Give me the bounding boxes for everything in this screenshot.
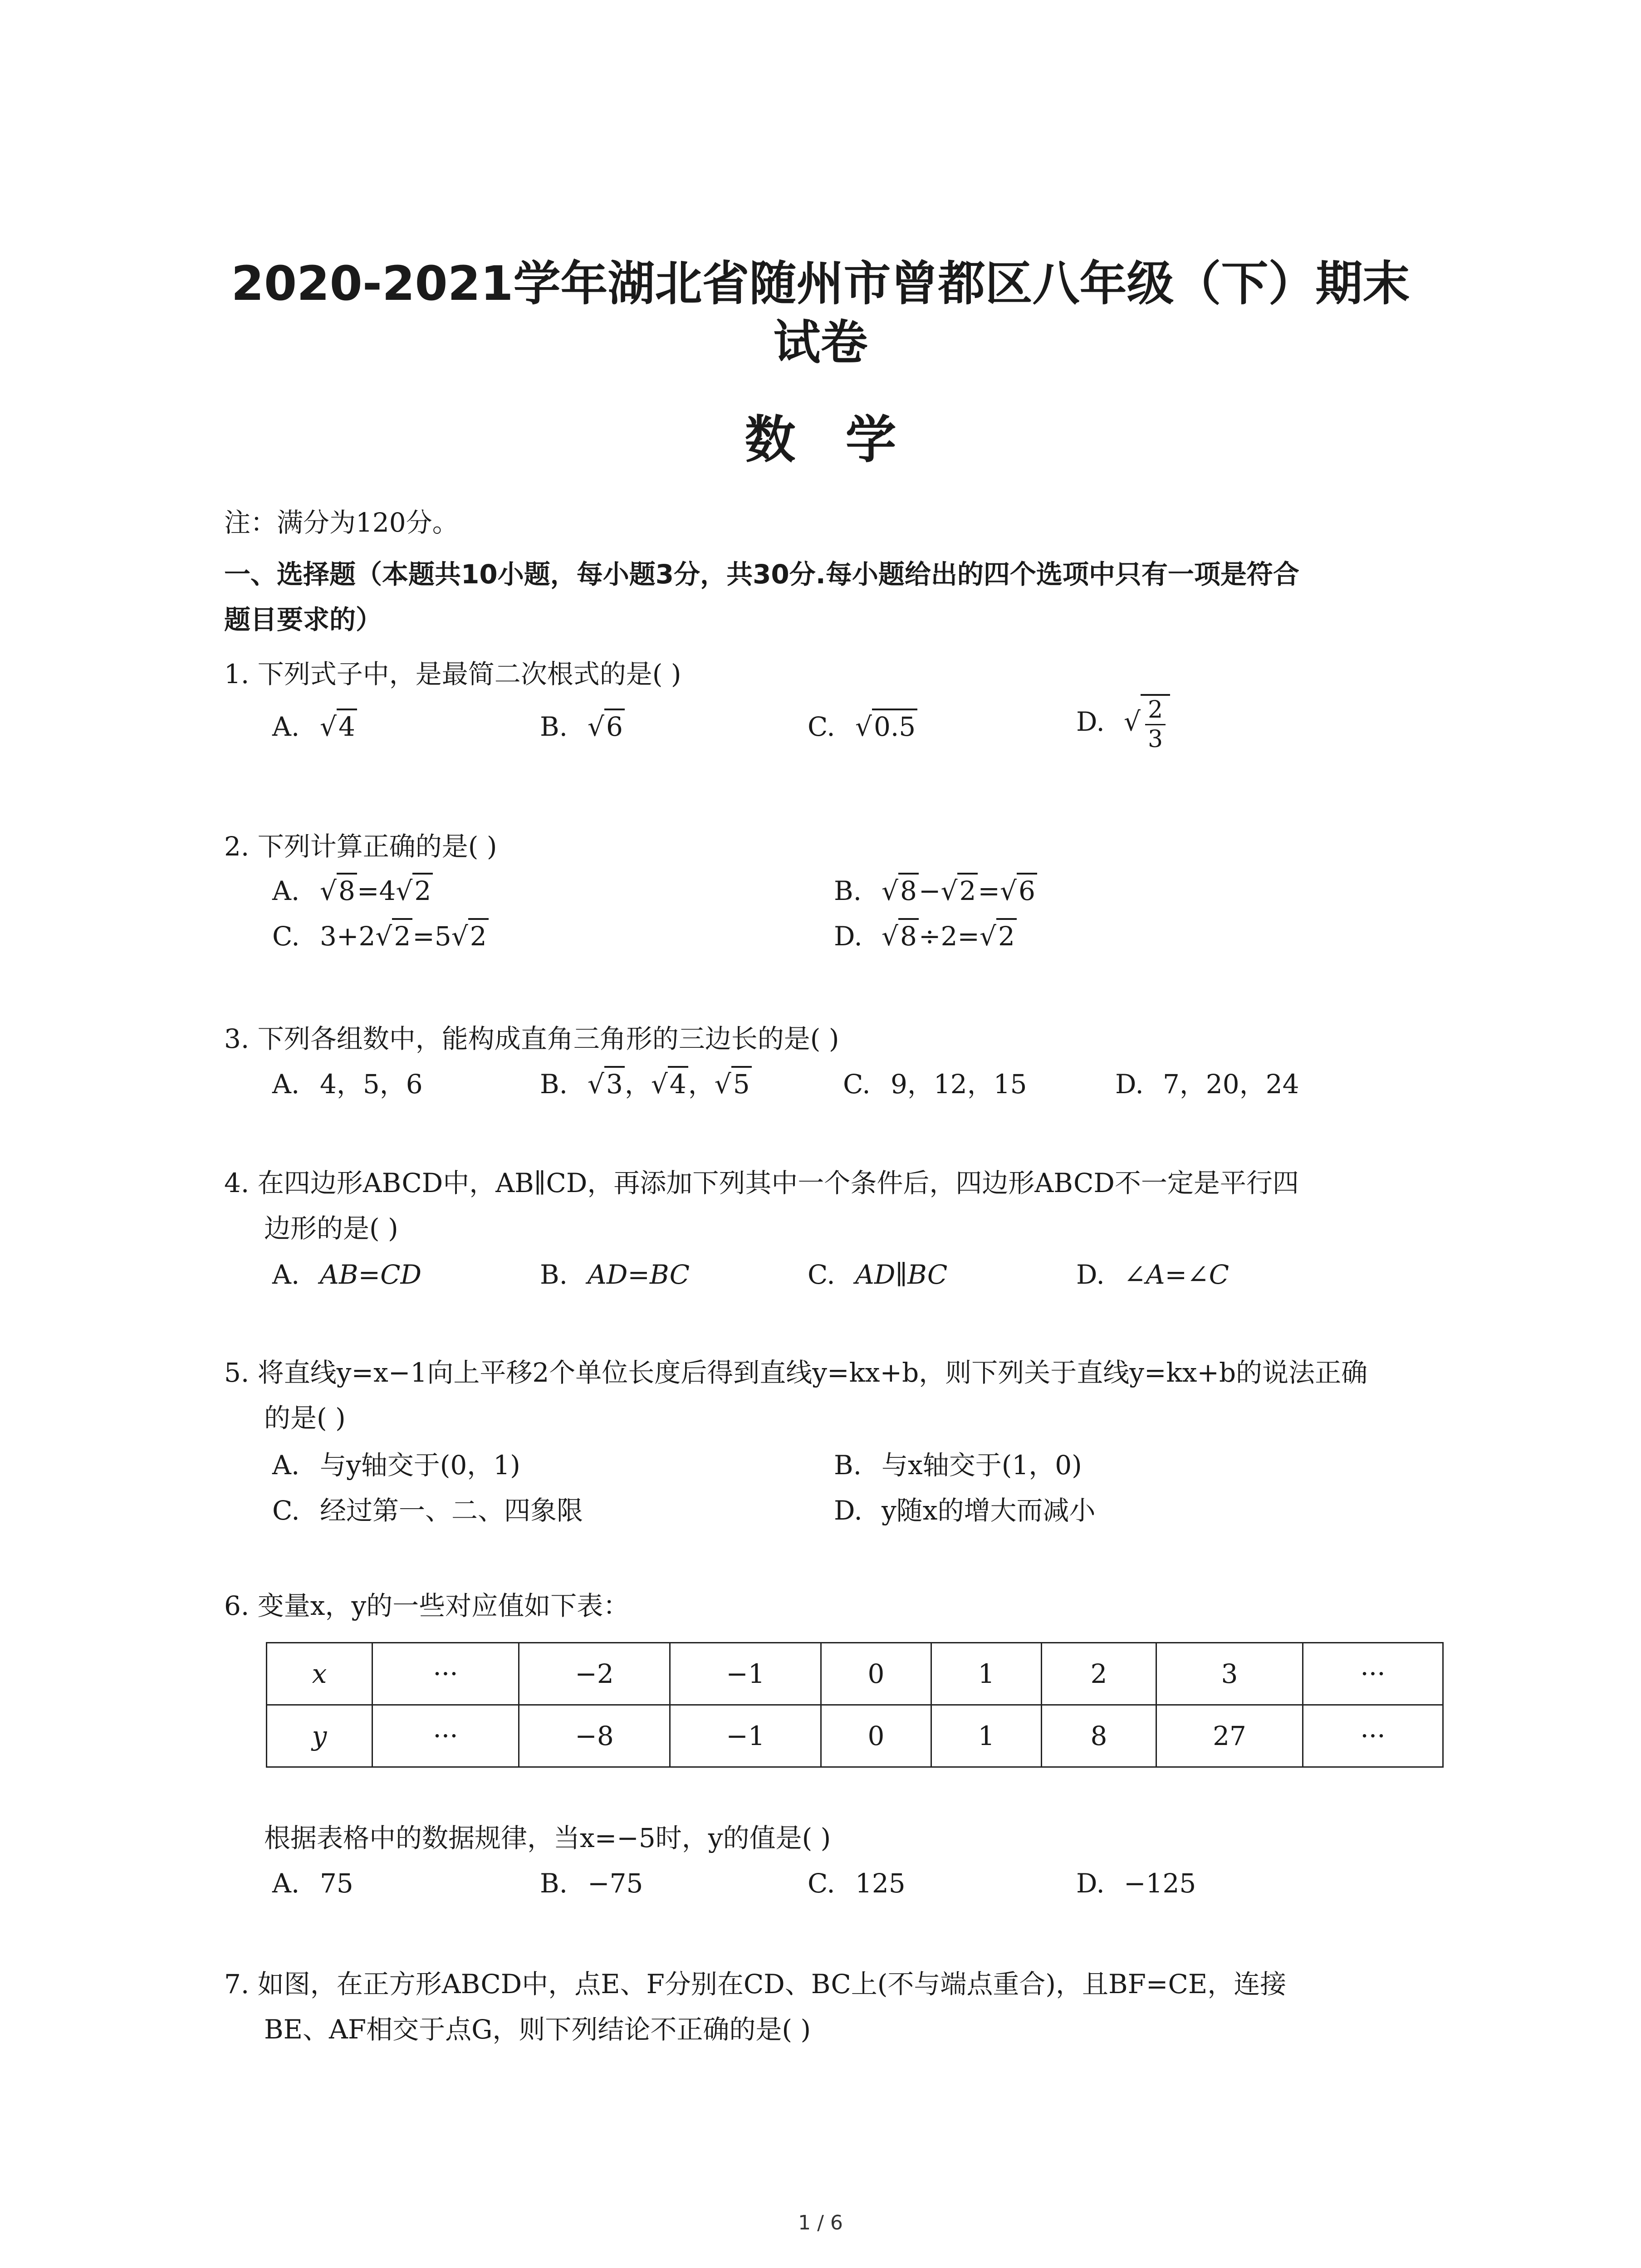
question-3-stem: 3. 下列各组数中，能构成直角三角形的三边长的是( ) bbox=[224, 1023, 839, 1054]
q4-option-b: B. AD=BC bbox=[540, 1259, 690, 1290]
subject-heading: 数学 bbox=[745, 411, 946, 469]
question-5-stem: 5. 将直线y=x−1向上平移2个单位长度后得到直线y=kx+b，则下列关于直线y=kx+b的说法正确 bbox=[224, 1357, 1368, 1388]
table-cell: x bbox=[267, 1643, 372, 1705]
q5-option-d: D. y随x的增大而减小 bbox=[834, 1495, 1096, 1526]
question-5-stem-cont: 的是( ) bbox=[264, 1403, 346, 1433]
q3-option-a: A. 4，5，6 bbox=[272, 1069, 423, 1100]
table-cell: 3 bbox=[1156, 1643, 1303, 1705]
section-heading: 一、选择题（本题共10小题，每小题3分，共30分.每小题给出的四个选项中只有一项是符合 bbox=[224, 559, 1299, 590]
q6-option-d: D. −125 bbox=[1076, 1868, 1196, 1899]
q3-option-c: C. 9，12，15 bbox=[843, 1069, 1027, 1100]
exam-title-line1: 2020-2021学年湖北省随州市曾都区八年级（下）期末 bbox=[231, 256, 1410, 311]
table-cell: 1 bbox=[931, 1643, 1042, 1705]
q6-option-c: C. 125 bbox=[808, 1868, 906, 1899]
q1-option-c: C. √0.5 bbox=[808, 709, 917, 745]
question-6-followup: 根据表格中的数据规律，当x=−5时，y的值是( ) bbox=[264, 1823, 831, 1853]
q5-option-b: B. 与x轴交于(1，0) bbox=[834, 1450, 1082, 1481]
q2-option-a: A. √8=4√2 bbox=[272, 873, 433, 909]
table-cell: ··· bbox=[1303, 1643, 1443, 1705]
table-cell: y bbox=[267, 1705, 372, 1767]
q4-option-a: A. AB=CD bbox=[272, 1259, 421, 1290]
question-4-stem: 4. 在四边形ABCD中，AB∥CD，再添加下列其中一个条件后，四边形ABCD不一定是平行四 bbox=[224, 1168, 1299, 1198]
table-cell: ··· bbox=[1303, 1705, 1443, 1767]
q5-option-c: C. 经过第一、二、四象限 bbox=[272, 1495, 583, 1526]
q1-option-d: D. √ $\frac{2}{3}$ bbox=[1076, 694, 1170, 753]
q2-option-c: C. 3+2√2=5√2 bbox=[272, 918, 489, 954]
page-number: 1 / 6 bbox=[798, 2211, 843, 2234]
table-cell: −8 bbox=[519, 1705, 670, 1767]
table-cell: ··· bbox=[372, 1643, 519, 1705]
value-table bbox=[266, 1642, 1444, 1768]
table-cell: −2 bbox=[519, 1643, 670, 1705]
question-7-stem: 7. 如图，在正方形ABCD中，点E、F分别在CD、BC上(不与端点重合)，且BF=CE，连接 bbox=[224, 1969, 1287, 1999]
table-row bbox=[267, 1643, 1443, 1705]
q4-option-c: C. AD∥BC bbox=[808, 1259, 948, 1290]
q2-option-d: D. √8÷2=√2 bbox=[834, 918, 1017, 954]
q4-option-d: D. ∠A=∠C bbox=[1076, 1259, 1230, 1290]
question-1-stem: 1. 下列式子中，是最简二次根式的是( ) bbox=[224, 659, 681, 689]
q3-option-b: B. √3，√4，√5 bbox=[540, 1066, 752, 1102]
table-cell: 0 bbox=[821, 1705, 931, 1767]
table-cell: 2 bbox=[1042, 1643, 1156, 1705]
score-note: 注：满分为120分。 bbox=[224, 507, 459, 538]
table-row bbox=[267, 1705, 1443, 1767]
table-cell: 0 bbox=[821, 1643, 931, 1705]
q1-option-b: B. √6 bbox=[540, 709, 625, 745]
table-cell: −1 bbox=[670, 1705, 821, 1767]
q1-option-a: A. √4 bbox=[272, 709, 357, 745]
question-6-stem: 6. 变量x，y的一些对应值如下表： bbox=[224, 1590, 630, 1621]
table-cell: 27 bbox=[1156, 1705, 1303, 1767]
exam-title-line2: 试卷 bbox=[773, 315, 868, 370]
question-4-stem-cont: 边形的是( ) bbox=[264, 1213, 398, 1244]
q6-option-b: B. −75 bbox=[540, 1868, 643, 1899]
question-7-stem-cont: BE、AF相交于点G，则下列结论不正确的是( ) bbox=[264, 2014, 811, 2045]
table-cell: ··· bbox=[372, 1705, 519, 1767]
question-2-stem: 2. 下列计算正确的是( ) bbox=[224, 831, 497, 862]
q3-option-d: D. 7，20，24 bbox=[1115, 1069, 1299, 1100]
table-cell: −1 bbox=[670, 1643, 821, 1705]
section-heading-cont: 题目要求的） bbox=[224, 604, 382, 635]
table-cell: 8 bbox=[1042, 1705, 1156, 1767]
table-cell: 1 bbox=[931, 1705, 1042, 1767]
q5-option-a: A. 与y轴交于(0，1) bbox=[272, 1450, 520, 1481]
q6-option-a: A. 75 bbox=[272, 1868, 353, 1899]
q2-option-b: B. √8−√2=√6 bbox=[834, 873, 1037, 909]
